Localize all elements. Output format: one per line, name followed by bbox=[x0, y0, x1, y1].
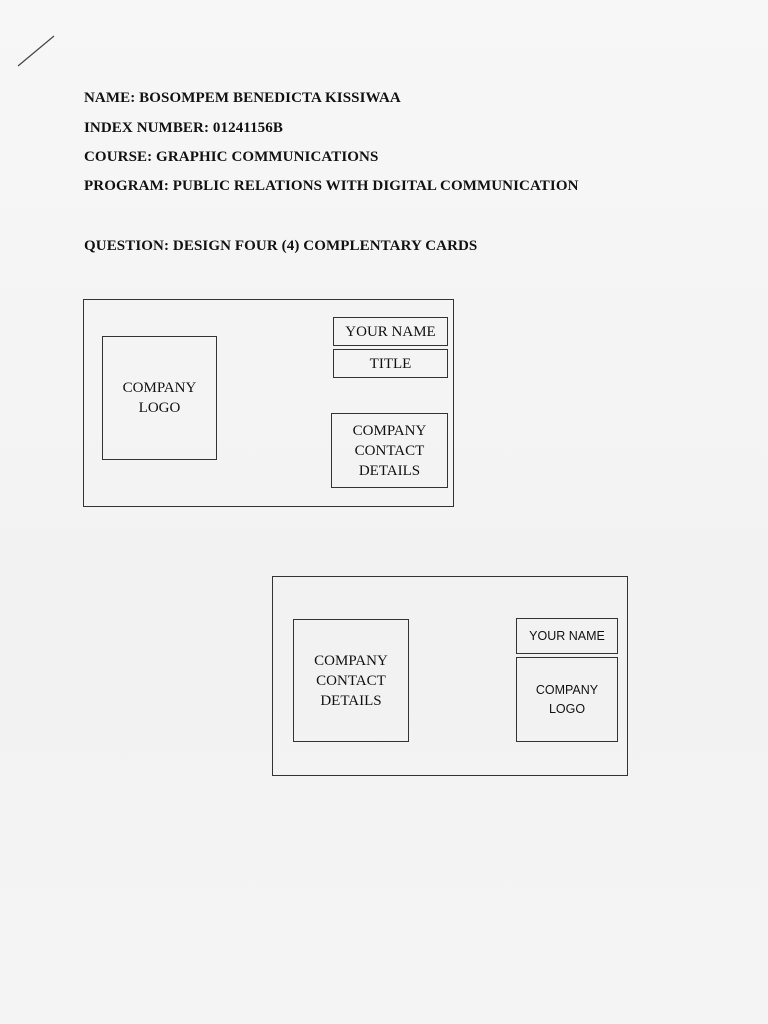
program-line: PROGRAM: PUBLIC RELATIONS WITH DIGITAL COMMUNICATION bbox=[84, 178, 579, 194]
title-box: TITLE bbox=[333, 349, 448, 378]
card-design-2 bbox=[272, 576, 628, 776]
your-name-box: YOUR NAME bbox=[516, 618, 618, 654]
company-logo-box: COMPANY LOGO bbox=[102, 336, 217, 460]
pen-stroke-mark bbox=[14, 34, 58, 70]
card-design-1 bbox=[83, 299, 454, 507]
question-line: QUESTION: DESIGN FOUR (4) COMPLENTARY CARDS bbox=[84, 238, 478, 254]
student-name-line: NAME: BOSOMPEM BENEDICTA KISSIWAA bbox=[84, 90, 401, 106]
course-line: COURSE: GRAPHIC COMMUNICATIONS bbox=[84, 149, 379, 165]
company-contact-details-box: COMPANY CONTACT DETAILS bbox=[331, 413, 448, 488]
index-number-line: INDEX NUMBER: 01241156B bbox=[84, 120, 283, 136]
company-logo-box: COMPANY LOGO bbox=[516, 657, 618, 742]
your-name-box: YOUR NAME bbox=[333, 317, 448, 346]
company-contact-details-box: COMPANY CONTACT DETAILS bbox=[293, 619, 409, 742]
